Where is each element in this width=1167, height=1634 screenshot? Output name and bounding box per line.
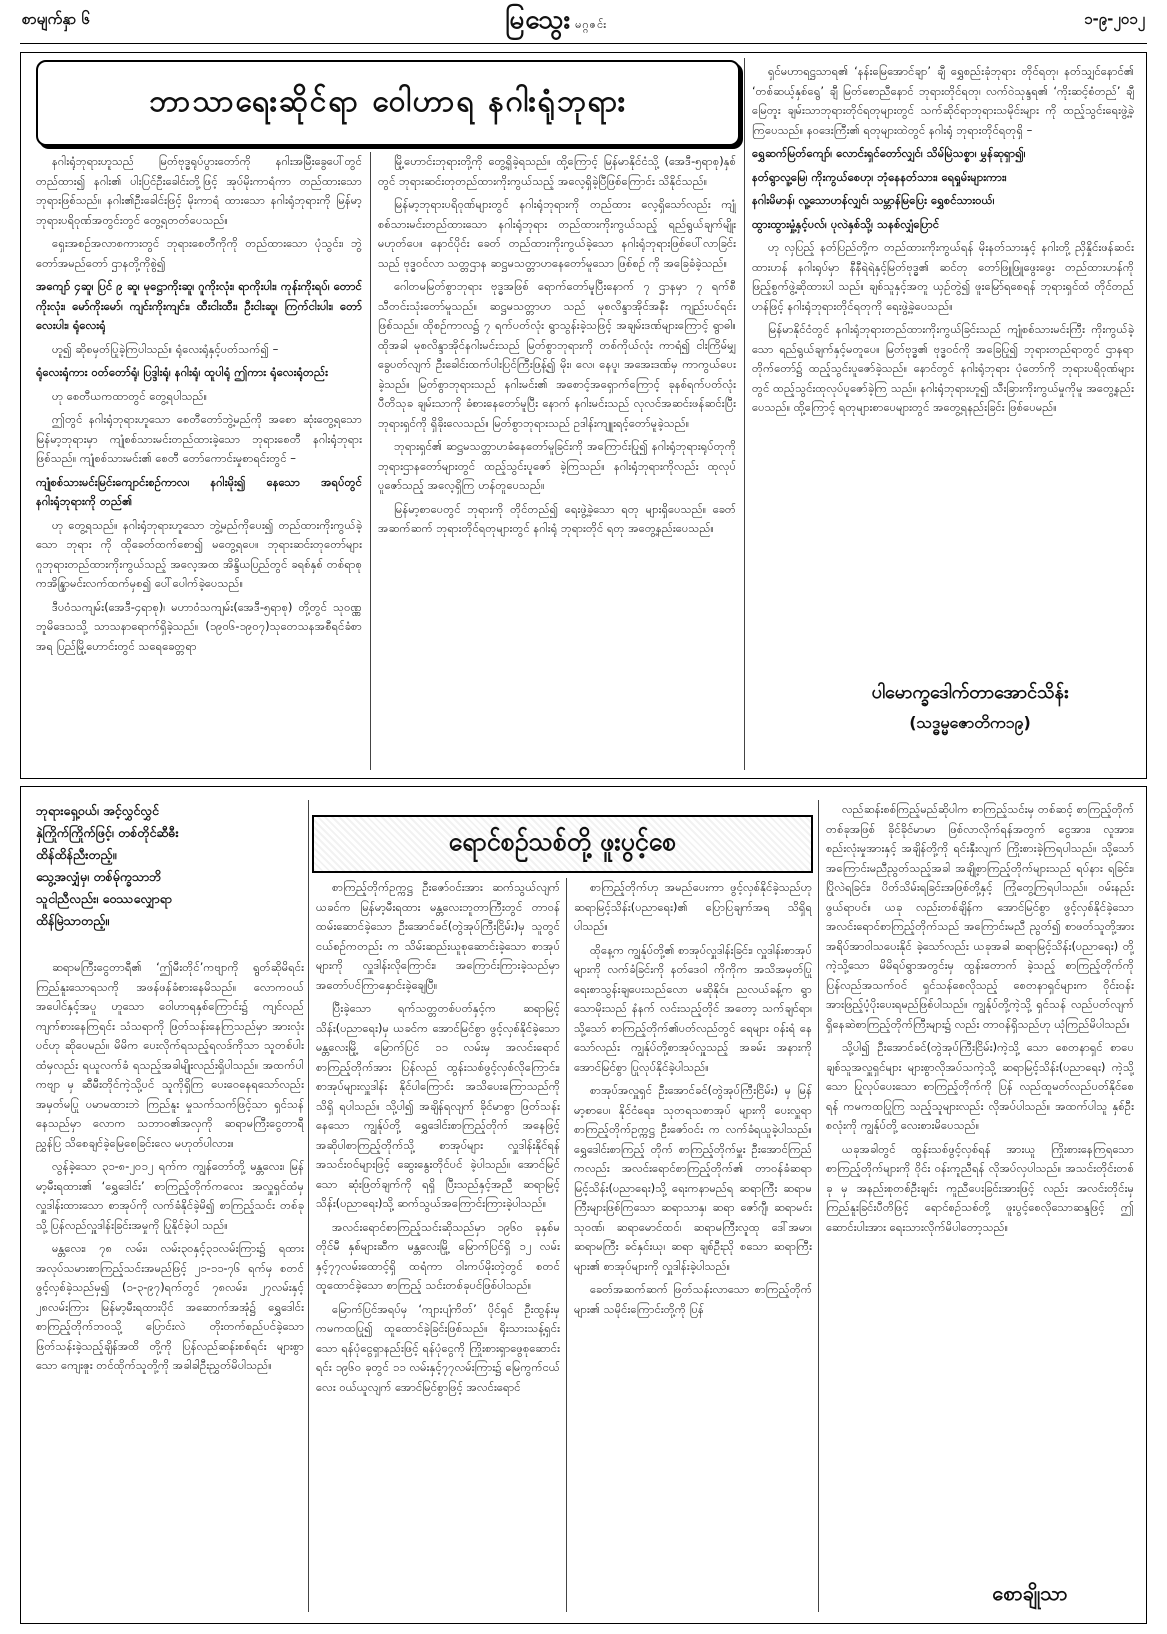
paragraph: နဂါးရုံဘုရားဟူသည် မြတ်ဗုဒ္ဓရုပ်ပွားတော်ကို နဂါးအမြီးခွေပေါ်တွင်တည်ထား၍ နဂါး၏ ပါးပြင်ဦးခေါင်းတို့ဖြင့် အုပ်မိုးကာရံကာ တည်ထားသောဘုရားဖြစ်သည်။ နဂါး၏ဦးခေါင်းဖြင့် မိုးကာရံ ထားသော နဂါးရုံဘုရားကို မြန်မာ့ဘုရားပရိဝုဏ်အတွင်းတွင် တွေ့ရတတ်ပေသည်။ [36,154,362,227]
paragraph: သို့ပါ၍ ဦးအောင်ခင်(တွဲအုပ်ကြီးငြိမ်း)ကဲ့သို့ သော စေတနာရှင် စာပေချစ်သူအလှူရှင်များ များစွာလိုအပ်သကဲ့သို့ ဆရာမြင့်သိန်း(ပညာရေး) ကဲ့သို့သော ပြုလုပ်ပေးသော စာကြည့်တိုက်ကို ပြန် လည်ထူမတ်လည်ပတ်နိုင်စေရန် ကမကထပြုကြ သည့်သူများလည်း လိုအပ်ပါသည်။ အထက်ပါသူ နှစ်ဦးစလုံးကို ကျွန်ုပ်တို့ လေးစားမိပေသည်။ [826,1040,1134,1132]
paragraph: စာကြည့်တိုက်ဟု အမည်ပေးကာ ဖွင့်လှစ်နိုင်ခဲ့သည်ဟု ဆရာမြင့်သိန်း(ပညာရေး)၏ ပြောပြချက်အရ သိရှိရပါသည်။ [574,880,812,933]
paragraph: ယခုအခါတွင် ထွန်းသစ်ဖွင့်လှစ်ရန် အားယူ ကြိုးစားနေကြရသော စာကြည့်တိုက်များကို ဝိုင်း ဝန်းကူညီရန် လိုအပ်လှပါသည်။ အသင်းတိုင်းတစ်ခု မှ အနည်းစုတစ်ဦးချင်း ကူညီပေးခြင်းအားဖြင့် လည်း အလင်းတိုင်းမှ ကြည်နူးခြင်းပီတိဖြင့် ရောင်စဉ်သစ်တို့ ဖူးပွင့်စေလိုသောဆန္ဒဖြင့် ဤ ဆောင်းပါးအား ရေးသားလိုက်မိပါတော့သည်။ [826,1141,1134,1234]
pullquote-line: ဘုရားရှေ့ဝယ်၊ အင့်လွှင်လွှင် [36,803,159,818]
paragraph: ဆရာမကြီးငွေတာရီ၏ ‘ဤမီးတိုင်’ကဗျာကို ရွတ်ဆိုမိရင်း ကြည်နူးသောရသကို အဖန်ဖန်ခံစားနေမိသည်။ လောကဝယ် အပေါင်နှင့်အပူ ဟူသော ဝေါဟာရနှစ်ကြောင်း၌ ကျင်လည်ကျက်စားနေကြရင်း သံသရာကို ဖြတ်သန်းနေကြသည်မှာ အားလုံးပင်ဟု ဆိုပေမည်။ မိမိက ပေးလိုက်ရသည့်ရလဒ်ကိုသာ သူတစ်ပါးထံမှလည်း ရယူလက်ခံ ရသည့်အခါမျိုးလည်းရှိပါသည်။ အထက်ပါကဗျာ မှ ဆီမီးတိုင်ကဲ့သို့ပင် သူကိုရှိကြ ပေးဝေနေရသော်လည်း အမှတ်မပြု ပမာမထားဘဲ ကြည်နူး မှုသက်သက်ဖြင့်သာ ရှင်သန်နေသည်မှာ လောက သဘာဝ၏အလှကို ဆရာမကြီးငွေတာရီ ညွှန်ပြ သိစေချင်ခဲ့မြေစေခြင်းလေ မဟုတ်ပါလား။ [36,960,304,1150]
article2-column-4 [826,800,1134,1568]
paragraph: မြန်မာနိုင်ငံတွင် နဂါးရုံဘုရားတည်ထားကိုးကွယ်ခြင်းသည် ကျုံစစ်သားမင်းကြီး ကိုးကွယ်ခဲ့သော ရည်ရွယ်ချက်နှင့်မတူပေ။ မြတ်ဗုဒ္ဓ၏ ဗုဒ္ဓဝင်ကို အခြေပြု၍ ဘုရားတည်ရာတွင် ဌာနရာ တိုက်တော်၌ ထည့်သွင်းပူဇော်ခဲ့သည်။ နောင်တွင် နဂါးရုံဘုရား ပုံတော်ကို ဘုရားပရိဝုဏ်များတွင် ထည့်သွင်းထုလုပ်ပူဇော်ခဲ့ကြ သည်။ နဂါးရုံဘုရားဟူ၍ သီးခြားကိုးကွယ်မှုကိုမူ အတွေ့နည်း ပေသည်။ ထို့ကြောင့် ရတုများစာပေများတွင် အတွေ့ရနည်းခြင်း ဖြစ်ပေမည်။ [752,322,1134,414]
paragraph: ရှင်မဟာရဋ္ဌသာရ၏ ‘နန်းမြေအောင်ချာ’ ချီ ရွှေစည်းခုံဘုရား တိုင်ရတု၊ နတ်သျှင်နောင်၏ ‘တစ်ဆယ့်နှစ်ရွေ’ ချီ မြတ်စောညီနောင် ဘုရားတိုင်ရတု၊ လက်ဝဲသုန္ဒရ၏ ‘ကိုးဆင့်စံတည်’ ချီ မြေတူး ချမ်းသာဘုရားတိုင်ရတုများတွင် သက်ဆိုင်ရာဘုရားသမိုင်းများ ကို ထည့်သွင်းရေးဖွဲ့ခဲ့ကြပေသည်။ နဝဒေးကြီး၏ ရတုများထဲတွင် နဂါးရုံ ဘုရားတိုင်ရတုရှိ – [752,64,1134,137]
paragraph: လွန်ခဲ့သော ၃၁-၈-၂၀၁၂ ရက်က ကျွန်တော်တို့ မန္တလေး၊ မြန်မာ့မီးရထား၏ ‘ရွှေဒေါင်း’ စာကြည့်တိုက်ကလေး အလှူရှင်ထံမှ လှူဒါန်းထားသော စာအုပ်ကို လက်ခံနိုင်ခဲ့မိ၍ စာကြည့်သင်း တစ်ခုသို့ ပြန်လည်လှူဒါန်းခြင်းအမှုကို ပြုနိုင်ခဲ့ပါ သည်။ [36,1159,304,1232]
article2-pullquote [36,800,304,950]
paragraph: ရုံလေးရုံကား ဝတ်တော်ရုံ၊ ပြဒ္ဒါးရုံ၊ နဂါးရုံ၊ ထူပါရုံ ဤကား ရုံလေးရုံတည်း [36,365,328,379]
masthead-logo [505,2,607,41]
paragraph: ဒီပဝံသကျမ်း(အေဒီ-၄ရာစု)၊ မဟာဝံသကျမ်း(အေဒီ-၅ရာစု) တို့တွင် သုဝဏ္ဏဘူမိဒေသသို့ သာသနာရောက်ရှိခဲ့သည်။ (၁၉၀၆-၁၉၀၇)သုတေသနအစီရင်ခံစာအရ ပြည်မြို့ဟောင်းတွင် သရေခေတ္တရာ [36,599,362,653]
paragraph: ထွားထွားမှုံ့နှင့်ပလ်၊ ပုလဲနှစ်သို့၊ သနစ်လျှံပြောင် [752,216,940,231]
header-rule [20,43,1147,44]
page-header [0,0,1167,44]
paragraph: နတ်ရွာလူ့မြေ၊ ကိုးကွယ်စေဟု၊ ဘုံနေနတ်သား၊ ရေရှုမ်းများကား၊ [752,169,1007,184]
paragraph: နဂါးမိမာန်၊ လူ့သောဟန်လျှင်၊ သမ္ဘာန်မြပြေး ရွှေစင်သားဝယ်၊ [752,193,995,207]
paragraph: ခေတ်အဆက်ဆက် ဖြတ်သန်းလာသော စာကြည့်တိုက်များ၏ သမိုင်းကြောင်းတို့ကို ပြန် [574,1282,812,1316]
article2-author: စောချိုသာ [992,1581,1068,1605]
paragraph: မြို့ဟောင်းဘုရားတို့ကို တွေ့ရှိခဲ့ရသည်။ ထို့ကြောင့် မြန်မာနိုင်ငံသို့ (အေဒီ-၅ရာစု)နှစ်တွင် ဘုရားဆင်းတုတည်ထားကိုးကွယ်သည့် အလေ့ရှိခဲ့ပြီဖြစ်ကြောင်း သိနိုင်သည်။ [378,154,736,188]
article1-column-1 [36,152,362,770]
column-divider [744,58,745,770]
pullquote-line: ထိန်ထိန်ညီးတည့်။ [36,847,117,862]
paragraph: ရှေးအစဉ်အလာစကားတွင် ဘုရားစေတီကိုကို တည်ထားသော ပုံသွင်း၊ ဘွဲ့တော်အမည်တော် ဌာနတို့ကိုစွဲ၍ [36,236,362,270]
pullquote-line: သူငါညီလည်း၊ ဝေဿလျှောရာ [36,891,173,906]
article1-author: ပါမောက္ခဒေါက်တာအောင်သိန်း [871,682,1069,703]
paragraph: လည်ဆန်းစစ်ကြည့်မည်ဆိုပါက စာကြည့်သင်းမှ တစ်ဆင့် စာကြည့်တိုက်တစ်ခုအဖြစ် ခိုင်ခိုင်မာမာ ဖြစ်လာလိုက်ရန်အတွက် ငွေအား၊ လူအား၊ စည်းလုံးမှုအားနှင့် အချိန်တို့ကို ရင်းနှီးလျက် ကြိုးစားခဲ့ကြရပါသည်။ သို့သော် အကြောင်းမညီညွတ်သည့်အခါ အချို့စာကြည့်တိုက်များသည် ရပ်နား ရခြင်း၊ ပြိုလဲရခြင်း၊ ပိတ်သိမ်းရခြင်းအဖြစ်တို့နှင့် ကြုံတွေ့ကြရပါသည်။ ဝမ်းနည်းဖွယ်ရာပင်။ ယခု လည်းတစ်ချိန်က အောင်မြင်စွာ ဖွင့်လှစ်နိုင်ခဲ့သော အလင်းရောင်စာကြည့်တိုက်သည် အကြောင်းမညီ ညွတ်၍ စာဖတ်သူတို့အား အရိပ်အာဝါသပေးနိုင် ခဲ့သော်လည်း ယခုအခါ ဆရာမြင့်သိန်း(ပညာရေး) တို့ကဲ့သို့သော မိမိရပ်ရွာအတွင်းမှ ထွန်းတောက် ခဲ့သည့် စာကြည့်တိုက်ကို ပြန်လည်အသက်ဝင် ရှင်သန်စေလိုသည့် စေတနာရှင်များက ဝိုင်းဝန်း အားဖြည့်ပံ့ပိုးပေးရမည်ဖြစ်ပါသည်။ ကျွန်ုပ်တို့ကဲ့သို့ ရှင်သန် လည်ပတ်လျက်ရှိနေဆဲစာကြည့်တိုက်ကြီးများ၌ လည်း တာဝန်ရှိသည်ဟု ယုံကြည်မိပါသည်။ [826,802,1134,1031]
article2-column-3 [574,878,812,1612]
page-number: စာမျက်နှာ ၆ [22,10,90,28]
pullquote-line: နှဲကြိုက်ကြိုက်ဖြင့်၊ တစ်တိုင်ဆီဓီး [36,825,179,840]
paragraph: ဂေါတမမြတ်စွာဘုရား ဗုဒ္ဓအဖြစ် ရောက်တော်မူပြီးနောက် ၇ ဌာနမှာ ၇ ရက်စီ သီတင်းသုံးတော်မူသည်။ ဆဋ္ဌမသတ္တာဟ သည် မုစလိန္ဒာအိုင်အနီး ကျည်းပင်ရင်းဖြစ်သည်။ ထိုစဉ်ကာလ၌ ၇ ရက်ပတ်လုံး ရွာသွန်းခဲ့သဖြင့် အချမ်းဒဏ်များကြောင့် ရွာဓါ။ ထိုအခါ မုစလိန္ဒာအိုင်နဂါးမင်းသည် မြတ်စွာဘုရားကို တစ်ကိုယ်လုံး ကာရံ၍ ငါးကြိမ်မျှ ခွေပတ်လျက် ဦးခေါင်းထက်ပါးပြင်ကြီးဖြန့်၍ မိုး၊ လေ၊ နေပူ၊ အအေးဒဏ်မှ ကာကွယ်ပေးခဲ့သည်။ မြတ်စွာဘုရားသည် နဂါးမင်း၏ အစောင့်အရှောက်ကြောင့် ခုနစ်ရက်ပတ်လုံး ပီတိသုခ ချမ်းသာကို ခံစားနေတော်မူပြီး နောက် နဂါးမင်းသည် လုလင်အဆင်းဖန်ဆင်းပြီး ဘုရားရှင်ကို ရှိခိုးလေသည်။ မြတ်စွာဘုရားသည် ဥဒါန်းကျူးရင့်တော်မူခဲ့သည်။ [378,279,736,430]
paragraph: မြန်မာ့ဘုရားပရိဝုဏ်များတွင် နဂါးရုံဘုရားကို တည်ထား လေ့ရှိသော်လည်း ကျုံစစ်သားမင်းတည်ထားသော နဂါးရုံဘုရား တည်ထားကိုးကွယ်သည့် ရည်ရွယ်ချက်မျိုးမဟုတ်ပေ။ နောင်ပိုင်း ခေတ် တည်ထားကိုးကွယ်ခဲ့သော နဂါးရုံဘုရားဖြစ်ပေါ်လာခြင်း သည် ဗုဒ္ဓဝင်လာ သတ္တဌာန ဆဋ္ဌမသတ္တာဟနေတော်မူသော ဖြစ်စဉ် ကို အခြေခံခဲ့သည်။ [378,197,736,270]
paragraph: ဘုရားရှင်၏ ဆဋ္ဌမသတ္တာဟခံနေတော်မူခြင်းကို အကြောင်းပြု၍ နဂါးရုံဘုရားရုပ်တုကို ဘုရားဌာနတော်များတွင် ထည့်သွင်းပူဇော် ခဲ့ကြသည်။ နဂါးရုံဘုရားကိုလည်း ထုလုပ်ပူဇော်သည့် အလေ့ရှိကြ ဟန်တူပေသည်။ [378,439,736,492]
paragraph: မြောက်ပြင်အရပ်မှ ‘ကျားပျံကိတ်’ ပိုင်ရှင် ဦးထွန်းမှ ကမကထပြု၍ ထူထောင်ခဲ့ခြင်းဖြစ်သည်။ ရိုးသားသန့်ရှင်းသော ရန်ပုံငွေရှာနည်းဖြင့် ရန်ပုံငွေကို ကြိုးစားရှာဖွေစုဆောင်းရင်း ၁၉၆၀ ခုတွင် ၁၁ လမ်းနှင့်၇၇လမ်းကြား၌ မြေကွက်ငယ်လေး ဝယ်ယူလျက် အောင်မြင်စွာဖြင့် အလင်းရောင် [316,1301,560,1394]
column-divider [818,800,819,1612]
masthead-subtitle: မဂ္ဂဇင်း [575,18,608,31]
paragraph: မန္တလေး၊ ၇၈ လမ်း၊ လမ်း၃၀နှင့်၃၁လမ်းကြား၌ ရထားအလုပ်သမားစာကြည့်သင်းအမည်ဖြင့် ၂၁-၁၁-၇၆ ရက်မှ စတင်ဖွင့်လှစ်ခဲ့သည်မှ၍ (၁-၃-၉၇)ရက်တွင် ၇၈လမ်း၊ ၂၇လမ်းနှင့် ၂၈လမ်းကြား မြန်မာ့မီးရထားပိုင် အဆောက်အအုံ၌ ရွှေဒေါင်းစာကြည့်တိုက်ဘဝသို့ ပြောင်းလဲ တိုးတက်စည်ပင်ခဲ့သော ဖြတ်သန်းခဲ့သည့်ချိန်အထိ တို့ကို ပြန်လည်ဆန်းစစ်ရင်း များစွာသော ကျေးဇူး တင်ထိုက်သူတို့ကို အခါခါဦးညွှတ်မိပါသည်။ [36,1241,304,1372]
paragraph: ပြီးခဲ့သော ရက်သတ္တတစ်ပတ်နှင့်က ဆရာမြင့်သိန်း(ပညာရေး)မှ ယခင်က အောင်မြင်စွာ ဖွင့်လှစ်နိုင်ခဲ့သော မန္တလေးမြို့ မြောက်ပြင် ၁၁ လမ်းမှ အလင်းရောင်စာကြည့်တိုက်အား ပြန်လည် ထွန်းသစ်ဖွင့်လှစ်လိုကြောင်း၊ စာအုပ်များလှူဒါန်း နိုင်ပါကြောင်း အသိပေးကြောသည်ကို သိရှိ ရပါသည်။ သို့ပါ၍ အချိန်ရလျက် ခိုင်မာစွာ ဖြတ်သန်းနေသော ကျွန်ုပ်တို့ ရွှေဒေါင်းစာကြည့်တိုက် အနေဖြင့် အဆိုပါစာကြည့်တိုက်သို့ စာအုပ်များ လှူဒါန်းနိုင်ရန် အသင်းဝင်များဖြင့် ဆွေးနွေးတိုင်ပင် ခဲ့ပါသည်။ အောင်မြင်သော ဆုံးဖြတ်ချက်ကို ရရှိ ပြီးသည်နှင့်အညီ ဆရာမြင့်သိန်း(ပညာရေး)သို့ ဆက်သွယ်အကြောင်းကြားခဲ့ပါသည်။ [316,1001,560,1210]
paragraph: မြန်မာ့စာပေတွင် ဘုရားကို တိုင်တည်၍ ရေးဖွဲ့ခဲ့သော ရတု များရှိပေသည်။ ခေတ်အဆက်ဆက် ဘုရားတိုင်ရတုများတွင် နဂါးရုံ ဘုရားတိုင် ရတု အတွေ့နည်းပေသည်။ [378,501,736,535]
paragraph: စာကြည့်တိုက်ဥက္ကဋ္ဌ ဦးဇော်ဝင်းအား ဆက်သွယ်လျက် ယခင်က မြန်မာ့မီးရထား မန္တလေးဘူတာကြီးတွင် တာဝန်ထမ်းဆောင်ခဲ့သော ဦးအောင်ခင်(တွဲအုပ်ကြီးငြိမ်း)မှ သူတွင် ငယ်စဉ်ကတည်း က သိမ်းဆည်းယူစုဆောင်းခဲ့သော စာအုပ်များကို လှူဒါန်းလိုကြောင်း၊ အကြောင်းကြားခဲ့သည်မှာ အတော်ပင်ကြာနှောင်းခဲ့ချေပြီ။ [316,880,560,992]
paragraph: ရွှေဆက်မြတ်ကျော်၊ လောင်းရှင်တော်လျှင်၊ သိမ်မြဲသစ္စာ၊ မွှန်ဆုရှာ၍၊ [752,146,1026,160]
paragraph: ဟူ၍ ဆိုစမှတ်ပြုခဲ့ကြပါသည်။ ရုံလေးရုံနှင့်ပတ်သက်၍ – [52,341,279,356]
article1-column-3 [752,62,1134,666]
paragraph: ထိုနေ့က ကျွန်ုပ်တို့၏ စာအုပ်လှူဒါန်းခြင်း၊ လှူဒါန်းစာအုပ်များကို လက်ခံခြင်းကို နတ်ဒေဝါ ကိုကိုက အသိအမှတ်ပြု ရေးစာသွန်းချပေးသည်လော မဆိုနိုင်။ ညလယ်ခန့်က ရွာသောမိုးသည် နံနက် လင်းသည့်တိုင် အတော့ သက်ချင်ရာ၊ သို့သော် စာကြည့်တိုက်၏ပတ်လည်တွင် ရေများ ဝန်းရံ နေသော်လည်း ကျွန်ုပ်တို့စာအုပ်လှူသည့် အခမ်း အနားကို အောင်မြင်စွာ ပြုလုပ်နိုင်ခဲ့ပါသည်။ [574,942,812,1074]
article1-title: ဘာသာရေးဆိုင်ရာ ဝေါဟာရ နဂါးရုံဘုရား [36,60,740,146]
paragraph: စာအုပ်အလှူရှင် ဦးအောင်ခင်(တွဲအုပ်ကြီးငြိမ်း) မှ မြန်မာ့စာပေ၊ နိုင်ငံရေး၊ သုတရသစာအုပ် များကို ပေးလှူရာ စာကြည့်တိုက်ဥက္ကဋ္ဌ ဦးဇော်ဝင်း က လက်ခံရယူခဲ့ပါသည်။ ရွှေဒေါင်းစာကြည့် တိုက် စာကြည့်တိုက်မှူး ဦးအောင်ကြည်ကလည်း အလင်းရောင်စာကြည့်တိုက်၏ တာဝန်ခံဆရာ မြင့်သိန်း(ပညာရေး)သို့ ရေးကနာမည်ရ ဆရာကြီး ဆရာမကြီးများဖြစ်ကြသော ဆရာသာနှ၊ ဆရာ ဇော်ဂျီ၊ ဆရာမင်းသုဝဏ်၊ ဆရာမောင်ထင်၊ ဆရာမကြီးလူထု ဒေါ်အမာ၊ ဆရာမကြီး ခင်နှင်းယု၊ ဆရာ ချစ်ဦးညို စသော ဆရာကြီးများ၏ စာအုပ်များကို လှူဒါန်းခဲ့ပါသည်။ [574,1083,812,1273]
paragraph: ဤတွင် နဂါးရုံဘုရားဟူသော စေတီတော်ဘွဲ့မည်ကို အစော ဆုံးတွေ့ရသော မြန်မာ့ဘုရားမှာ ကျုံစစ်သားမင်းတည်ထားခဲ့သော ဘုရားစေတီ နဂါးရုံဘုရားဖြစ်သည်။ ကျုံစစ်သားမင်း၏ စေတီ တော်ကောင်းမှုစာရင်းတွင် – [36,412,362,465]
paragraph: အလင်းရောင်စာကြည့်သင်းဆိုသည်မှာ ၁၉၆၀ ခုနှစ်မတိုင်မီ နှစ်များဆီက မန္တလေးမြို့ မြောက်ပြင်ရှိ ၁၂ လမ်းနှင့်၇၇လမ်းထောင့်ရှိ ထရံကာ ဝါးကပ်မိုးတဲ့တွင် စတင်ထူထောင်ခဲ့သော စာကြည့် သင်းတစ်ခုပင်ဖြစ်ပါသည်။ [316,1219,560,1292]
issue-date: ၁-၉-၂၀၁၂ [1084,10,1145,28]
article1-column-2 [378,152,736,770]
paragraph: ဟု တွေ့ရသည်။ နဂါးရုံဘုရားဟူသော ဘွဲ့မည်ကိုပေး၍ တည်ထားကိုးကွယ်ခဲ့သော ဘုရား ကို ထိုခေတ်ထက်စော၍ မတွေ့ရပေ။ ဘုရားဆင်းတုတော်များ ဂူဘုရားတည်ထားကိုးကွယ်သည့် အလေ့အထ အိန္ဒိယပြည်တွင် ခရစ်နှစ် တစ်ရာစု ကအိန္ဒြာမင်းလက်ထက်မှစ၍ ပေါ်ပေါက်ခဲ့ပေသည်။ [36,517,362,590]
paragraph: ကျုံစစ်သားမင်းမြင်းကျောင်းစဉ်ကာလ၊ နဂါးမိုး၍ နေသော အရပ်တွင် နဂါးရုံဘုရားကို တည်၏ [36,474,362,508]
column-divider [308,800,309,1612]
paragraph: အကျော် ၄ဆူ၊ ပြင် ၉ ဆူ၊ မုဋ္ဌောကိုးဆူ၊ ဂူကိုးလုံး၊ ရာကိုးပါး၊ ကုန်းကိုးရပ်၊ တောင်ကိုးလုံး၊ မော်ကိုးမော်၊ ကျင်းကိုးကျင်း၊ ထီးငါးထီး၊ ဦးငါးဆူ၊ ကြက်ငါးပါး၊ တော်လေးပါး၊ ရုံလေးရုံ [36,279,362,332]
paragraph: ဟု လှပြည့် နတ်ပြည်တို့က တည်ထားကိုးကွယ်ရန် မိုးနတ်သားနှင့် နဂါးတို့ ညှိနှိုင်းဖန်ဆင်းထားဟန် နဂါးရုပ်မှာ နီနီရဲရဲနှင့်မြတ်ဗုဒ္ဓ၏ ဆင်တု တော်ဖြူဖြူဖွေးဖွေး တည်ထားဟန်ကို ဖြည့်စွက်ဖွဲ့ဆိုထားပါ သည်။ ချစ်သူနှင့်အတူ ယှဉ်တွဲ၍ ဖူးမြော်ရစေရန် ဘုရားရှင်ထံ တိုင်တည် ဟန်ဖြင့် နဂါးရုံဘုရားတိုင်ရတုကို ရေးဖွဲ့ခဲ့ပေသည်။ [752,240,1134,313]
paragraph: ဟု စေတီယကထာတွင် တွေ့ရပါသည်။ [52,388,208,403]
pullquote-line: ထိန်မြဲသာတည့်။ [36,913,110,928]
masthead-title: မြသွေး [505,5,572,35]
column-divider [566,878,567,1612]
article2-column-1 [36,958,304,1614]
pullquote-line: သွေ့အလျှံမှ၊ တစ်မ်ုက္ခသာဘိ [36,869,162,884]
article2-title: ရောင်စဉ်သစ်တို့ ဖူးပွင့်စေ [312,815,813,873]
column-divider [370,152,371,770]
article1-author-note: (သဒ္ဓမ္မဇောတိက၁၉) [909,713,1031,732]
article2-column-2 [316,878,560,1612]
